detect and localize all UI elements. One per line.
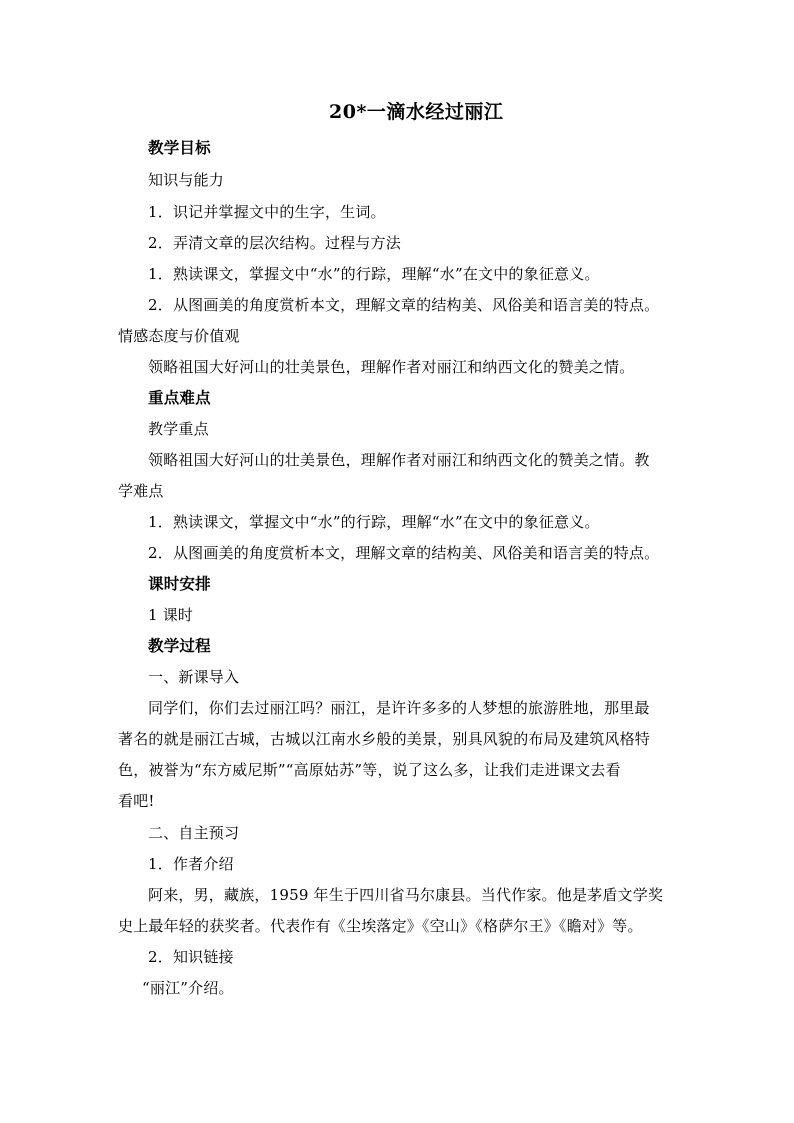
heading-key-points: 重点难点 — [148, 388, 211, 407]
document-title: 20*一滴水经过丽江 — [329, 101, 504, 123]
knowledge-link-text: “丽江”介绍。 — [142, 979, 234, 997]
difficulty-item-1: 1．熟读课文，掌握文中“水”的行踪，理解“水”在文中的象征意义。 — [148, 513, 600, 531]
difficulty-item-2: 2．从图画美的角度赏析本文，理解文章的结构美、风俗美和语言美的特点。 — [148, 544, 660, 562]
goal-item-1: 1．识记并掌握文中的生字，生词。 — [148, 203, 386, 221]
focus-text-line-1: 领略祖国大好河山的壮美景色，理解作者对丽江和纳西文化的赞美之情。教 — [148, 451, 650, 469]
subheading-knowledge-ability: 知识与能力 — [148, 171, 225, 189]
heading-teaching-goals: 教学目标 — [148, 138, 211, 157]
intro-line-1: 同学们，你们去过丽江吗？丽江，是许许多多的人梦想的旅游胜地，那里最 — [148, 699, 650, 717]
intro-line-4: 看吧! — [118, 792, 155, 810]
intro-line-3: 色，被誉为“东方威尼斯”“高原姑苏”等，说了这么多，让我们走进课文去看 — [118, 761, 621, 779]
author-line-2: 史上最年轻的获奖者。代表作有《尘埃落定》《空山》《格萨尔王》《瞻对》等。 — [118, 917, 643, 935]
subheading-emotion-values: 情感态度与价值观 — [118, 327, 240, 345]
intro-line-2: 著名的就是丽江古城，古城以江南水乡般的美景，别具风貌的布局及建筑风格特 — [118, 730, 651, 748]
goal-item-3: 1．熟读课文，掌握文中“水”的行踪，理解“水”在文中的象征意义。 — [148, 265, 600, 283]
goal-item-2: 2．弄清文章的层次结构。过程与方法 — [148, 234, 401, 252]
process-part-2-title: 二、自主预习 — [148, 824, 240, 842]
focus-text-line-2: 学难点 — [118, 482, 164, 500]
emotion-text: 领略祖国大好河山的壮美景色，理解作者对丽江和纳西文化的赞美之情。 — [148, 358, 635, 376]
schedule-text: 1 课时 — [148, 606, 194, 624]
subheading-teaching-focus: 教学重点 — [148, 420, 209, 438]
heading-schedule: 课时安排 — [148, 574, 211, 593]
heading-teaching-process: 教学过程 — [148, 636, 211, 655]
goal-item-4: 2．从图画美的角度赏析本文，理解文章的结构美、风俗美和语言美的特点。 — [148, 296, 660, 314]
process-part-1-title: 一、新课导入 — [148, 668, 240, 686]
author-intro-title: 1．作者介绍 — [148, 855, 234, 873]
author-line-1: 阿来，男，藏族，1959 年生于四川省马尔康县。当代作家。他是茅盾文学奖 — [148, 886, 664, 904]
knowledge-link-title: 2．知识链接 — [148, 948, 234, 966]
